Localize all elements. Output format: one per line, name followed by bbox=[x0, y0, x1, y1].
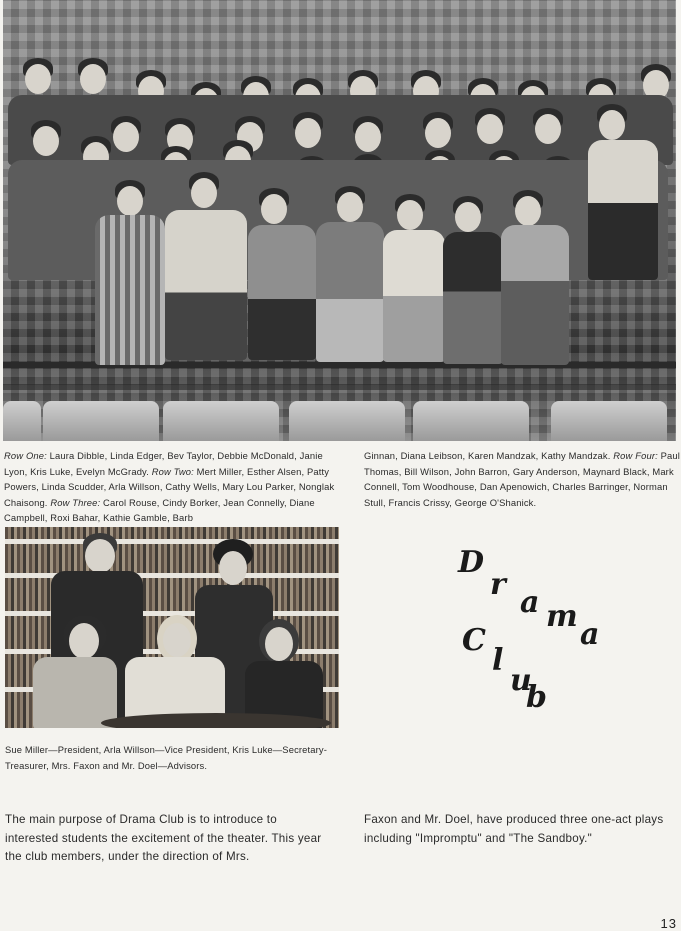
body-text-right: Faxon and Mr. Doel, have produced three one-act plays including "Impromptu" and "The Sandboy." bbox=[364, 813, 664, 845]
drama-club-title bbox=[440, 540, 600, 720]
plaid-skirt-figure bbox=[316, 222, 384, 362]
plaid-dress bbox=[95, 215, 165, 365]
officers-photo bbox=[5, 527, 339, 728]
group-photo bbox=[3, 0, 676, 441]
president-seated bbox=[33, 657, 117, 728]
bookshelf bbox=[5, 539, 339, 544]
dark-sweater-figure bbox=[443, 232, 503, 364]
title-letter-c: C bbox=[462, 623, 486, 658]
row-three-label: Row Three: bbox=[50, 496, 101, 508]
row-four-label: Row Four: bbox=[613, 450, 658, 461]
cardigan-figure bbox=[248, 225, 316, 360]
body-text-left: The main purpose of Drama Club is to introduce to interested students the excitement of the theater. This year the club members, under the direction of Mrs. bbox=[5, 813, 322, 863]
row-two-label: Row Two: bbox=[151, 465, 194, 477]
title-letter-a: a bbox=[520, 585, 540, 620]
group-photo-caption-left bbox=[4, 448, 344, 526]
stage-riser-lower bbox=[3, 384, 676, 390]
title-letter-l: l bbox=[492, 643, 504, 678]
jumper-figure bbox=[501, 225, 569, 365]
white-sweater-figure bbox=[383, 230, 445, 362]
title-letter-u: u bbox=[510, 663, 532, 698]
row-one-label: Row One: bbox=[4, 450, 47, 461]
row-two-names: Mert Miller, Esther Alsen, Patty Powers, Linda Scudder, Arla Willson, Cathy Wells, Mary Lou Parker, Nonglak Chaisong. bbox=[4, 465, 335, 508]
table bbox=[101, 713, 331, 728]
sweater-figure bbox=[165, 210, 247, 360]
page-number: 13 bbox=[660, 916, 677, 931]
row-one-names: Laura Dibble, Linda Edger, Bev Taylor, Debbie McDonald, Janie Lyon, Kris Luke, Evelyn McGrady. bbox=[4, 450, 323, 477]
row-three-names: Carol Rouse, Cindy Borker, Jean Connelly, Diane Campbell, Roxi Bahar, Kathie Gamble, Barb bbox=[4, 496, 315, 524]
title-letter-a2: a bbox=[580, 617, 600, 652]
row-three-names-continued: Ginnan, Diana Leibson, Karen Mandzak, Kathy Mandzak. bbox=[364, 450, 614, 461]
title-letter-d: D bbox=[458, 545, 485, 580]
right-figure bbox=[588, 140, 658, 280]
group-photo-caption-right bbox=[364, 448, 680, 510]
officers-caption: Sue Miller—President, Arla Willson—Vice President, Kris Luke—Secretary-Treasurer, Mrs. Faxon and Mr. Doel—Advisors. bbox=[5, 744, 328, 771]
title-letter-r: r bbox=[490, 567, 506, 602]
row-four-names: Paul Thomas, Bill Wilson, John Barron, Gary Anderson, Maynard Black, Mark Connell, Tom Woodhouse, Dan Apenowich, Charles Barringer, Norman Stull, Francis Crissy, George O'Shanick. bbox=[364, 450, 680, 508]
title-letter-b: b bbox=[526, 680, 547, 715]
title-letter-m: m bbox=[546, 599, 578, 634]
